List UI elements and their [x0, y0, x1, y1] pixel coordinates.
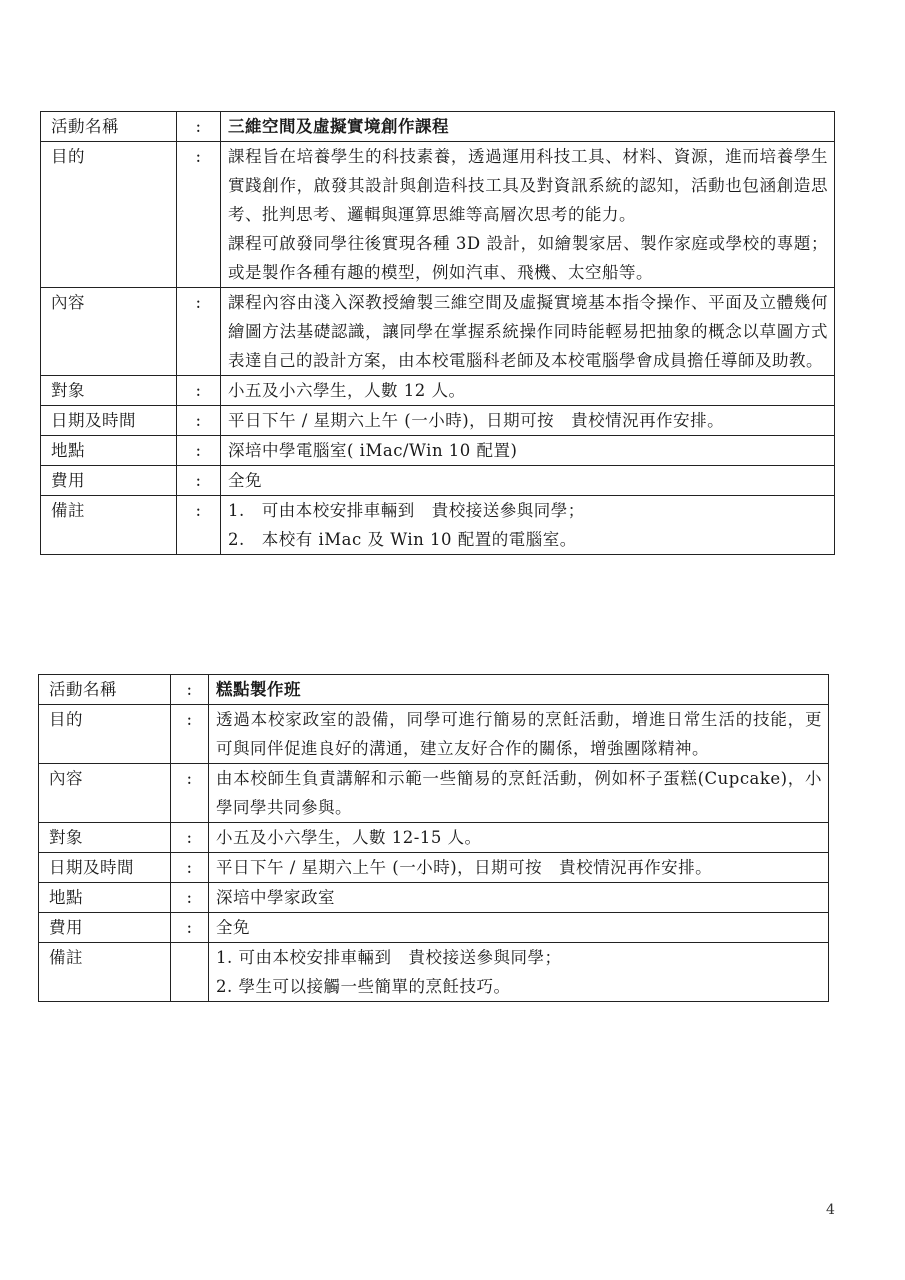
field-value	[209, 764, 829, 823]
field-colon: :	[171, 913, 209, 943]
field-colon: :	[177, 466, 221, 496]
table-row	[41, 142, 835, 288]
field-label: 地點	[41, 436, 177, 466]
value-paragraph: 小五及小六學生，人數 12-15 人。	[216, 828, 482, 847]
value-paragraph: 深培中學電腦室( iMac/Win 10 配置)	[228, 441, 518, 460]
field-colon: :	[171, 883, 209, 913]
field-value	[221, 142, 835, 288]
value-paragraph: 2. 本校有 iMac 及 Win 10 配置的電腦室。	[228, 530, 577, 549]
value-paragraph: 平日下午 / 星期六上午 (一小時)，日期可按 貴校情況再作安排。	[216, 858, 713, 877]
field-colon: :	[177, 376, 221, 406]
field-value	[209, 943, 829, 1002]
value-paragraph: 1. 可由本校安排車輛到 貴校接送參與同學；	[228, 501, 585, 520]
field-value	[209, 853, 829, 883]
table-row	[39, 943, 829, 1002]
field-value	[209, 913, 829, 943]
field-colon: :	[171, 853, 209, 883]
field-value	[221, 466, 835, 496]
field-value	[221, 288, 835, 376]
field-value	[221, 436, 835, 466]
field-colon: :	[177, 436, 221, 466]
value-paragraph: 平日下午 / 星期六上午 (一小時)，日期可按 貴校情況再作安排。	[228, 411, 725, 430]
table-row	[41, 288, 835, 376]
table-row	[39, 853, 829, 883]
field-label: 目的	[39, 705, 171, 764]
field-colon: :	[177, 142, 221, 288]
field-label: 地點	[39, 883, 171, 913]
field-colon	[171, 943, 209, 1002]
table-row	[41, 406, 835, 436]
field-label: 日期及時間	[39, 853, 171, 883]
field-label: 內容	[41, 288, 177, 376]
field-label: 備註	[39, 943, 171, 1002]
field-colon: :	[171, 823, 209, 853]
field-value	[221, 376, 835, 406]
field-colon: :	[171, 764, 209, 823]
value-paragraph: 1. 可由本校安排車輛到 貴校接送參與同學；	[216, 948, 562, 967]
field-colon: :	[171, 705, 209, 764]
field-label: 目的	[41, 142, 177, 288]
value-paragraph: 深培中學家政室	[216, 888, 335, 907]
value-paragraph: 三維空間及虛擬實境創作課程	[228, 117, 449, 136]
value-paragraph: 小五及小六學生，人數 12 人。	[228, 381, 466, 400]
field-value	[209, 823, 829, 853]
field-label: 對象	[41, 376, 177, 406]
table-row	[41, 496, 835, 555]
table-row	[39, 705, 829, 764]
field-value	[221, 496, 835, 555]
field-colon: :	[177, 496, 221, 555]
table-row	[39, 675, 829, 705]
table-row	[39, 913, 829, 943]
field-colon: :	[171, 675, 209, 705]
field-colon: :	[177, 406, 221, 436]
field-label: 內容	[39, 764, 171, 823]
value-paragraph: 全免	[216, 918, 250, 937]
value-paragraph: 由本校師生負責講解和示範一些簡易的烹飪活動，例如杯子蛋糕(Cupcake)，小學同學共同參與。	[216, 769, 822, 817]
field-value	[209, 705, 829, 764]
activity-table-3d-vr	[40, 111, 835, 555]
field-label: 費用	[39, 913, 171, 943]
activity-name	[221, 112, 835, 142]
value-paragraph: 課程旨在培養學生的科技素養，透過運用科技工具、材料、資源，進而培養學生實踐創作，啟發其設計與創造科技工具及對資訊系統的認知，活動也包涵創造思考、批判思考、邏輯與運算思維等高層次思考的能力。	[228, 147, 828, 224]
field-value	[209, 883, 829, 913]
activity-table-pastry	[38, 674, 829, 1002]
value-paragraph: 課程可啟發同學往後實現各種 3D 設計，如繪製家居、製作家庭或學校的專題；或是製作各種有趣的模型，例如汽車、飛機、太空船等。	[228, 234, 828, 282]
table-row	[39, 764, 829, 823]
value-paragraph: 透過本校家政室的設備，同學可進行簡易的烹飪活動，增進日常生活的技能，更可與同伴促進良好的溝通，建立友好合作的關係，增強團隊精神。	[216, 710, 822, 758]
field-label: 對象	[39, 823, 171, 853]
value-paragraph: 課程內容由淺入深教授繪製三維空間及虛擬實境基本指令操作、平面及立體幾何繪圖方法基礎認識，讓同學在掌握系統操作同時能輕易把抽象的概念以草圖方式表達自己的設計方案，由本校電腦科老師及本校電腦學會成員擔任導師及助教。	[228, 293, 828, 370]
value-paragraph: 全免	[228, 471, 262, 490]
table-row	[41, 466, 835, 496]
field-label: 費用	[41, 466, 177, 496]
table-row	[41, 112, 835, 142]
activity-name	[209, 675, 829, 705]
value-paragraph: 2. 學生可以接觸一些簡單的烹飪技巧。	[216, 977, 511, 996]
table-row	[39, 823, 829, 853]
field-label: 活動名稱	[39, 675, 171, 705]
value-paragraph: 糕點製作班	[216, 680, 301, 699]
field-label: 日期及時間	[41, 406, 177, 436]
field-value	[221, 406, 835, 436]
table-row	[41, 376, 835, 406]
page-number: 4	[826, 1202, 835, 1218]
field-colon: :	[177, 112, 221, 142]
field-label: 備註	[41, 496, 177, 555]
field-label: 活動名稱	[41, 112, 177, 142]
table-row	[39, 883, 829, 913]
table-row	[41, 436, 835, 466]
field-colon: :	[177, 288, 221, 376]
